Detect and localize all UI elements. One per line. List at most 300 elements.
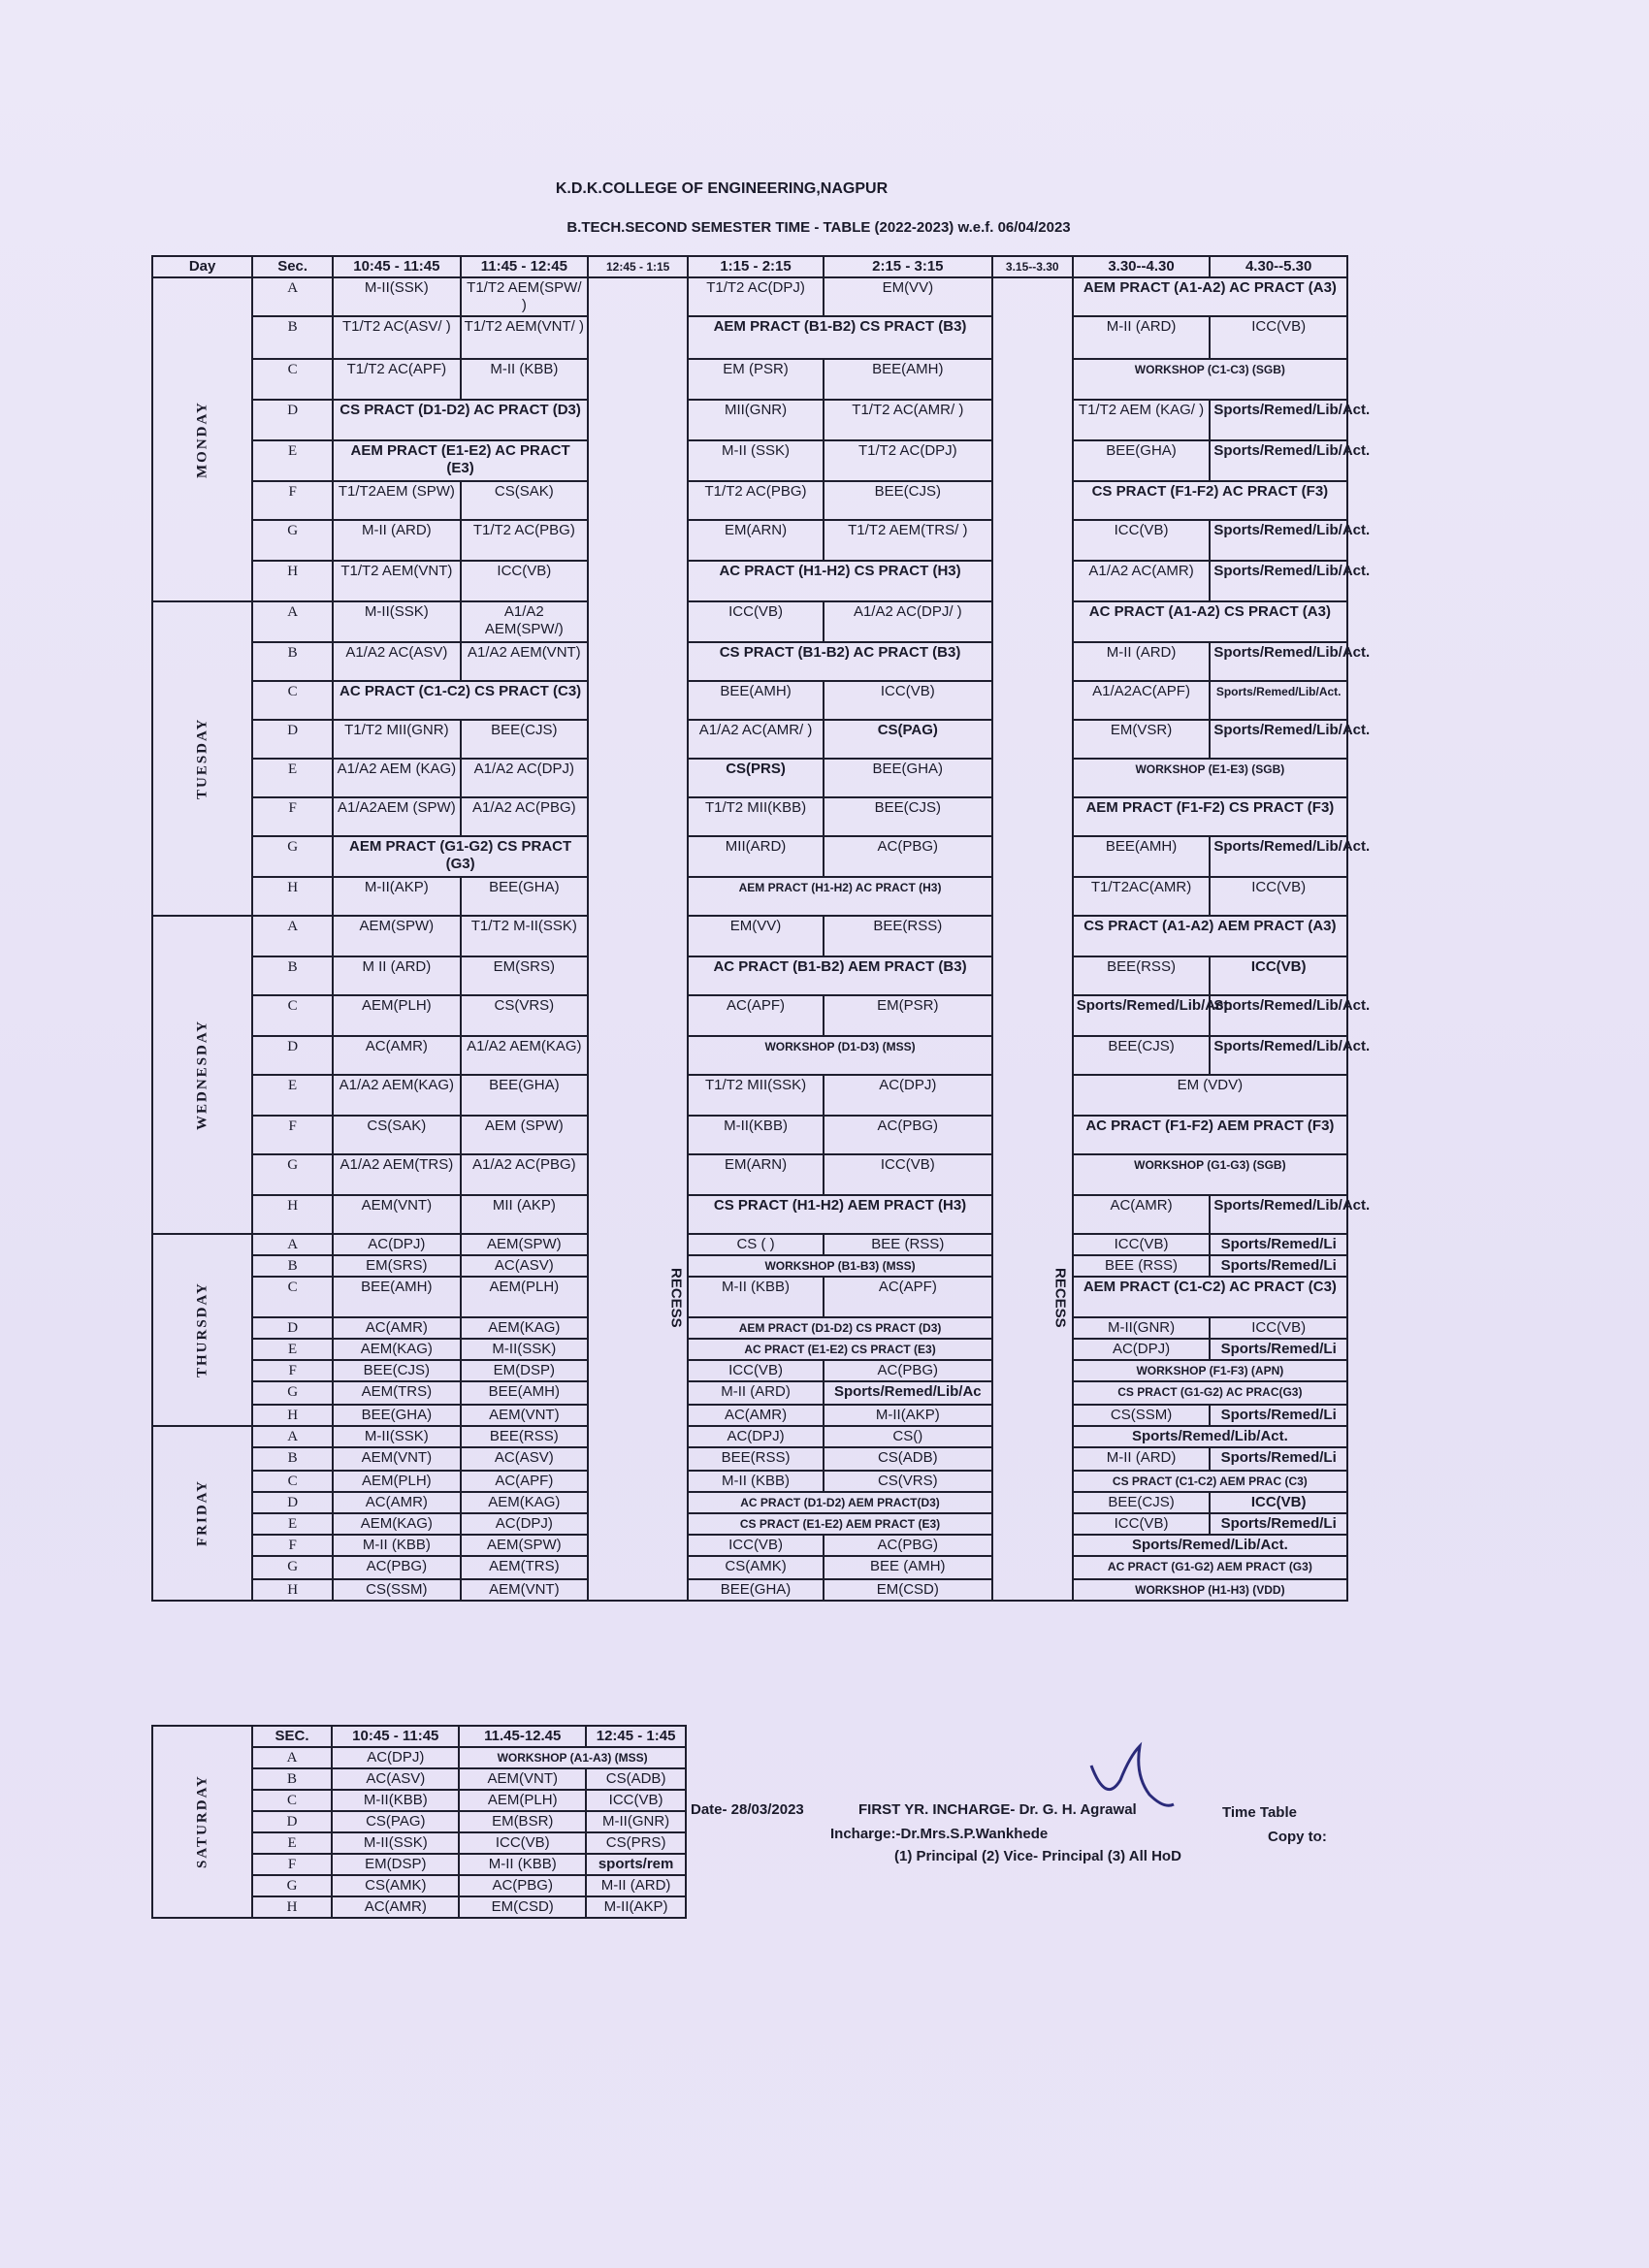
schedule-cell: WORKSHOP (A1-A3) (MSS) [459, 1747, 686, 1768]
schedule-cell: A1/A2 AC(ASV) [333, 642, 460, 681]
schedule-cell: AEM PRACT (H1-H2) AC PRACT (H3) [688, 877, 992, 916]
schedule-cell: AEM(KAG) [461, 1317, 588, 1339]
schedule-cell: A1/A2 AC(AMR) [1073, 561, 1211, 601]
column-header: Sec. [252, 256, 333, 277]
schedule-cell: ICC(VB) [461, 561, 588, 601]
schedule-cell: T1/T2 AC(AMR/ ) [824, 400, 992, 440]
schedule-cell: CS(VRS) [824, 1471, 992, 1492]
schedule-cell: WORKSHOP (C1-C3) (SGB) [1073, 359, 1347, 400]
schedule-cell: BEE(GHA) [333, 1405, 460, 1426]
schedule-cell: EM(VSR) [1073, 720, 1211, 759]
schedule-cell: AEM(VNT) [461, 1579, 588, 1601]
schedule-cell: AC(PBG) [824, 836, 992, 877]
schedule-cell: A1/A2 AEM(KAG) [461, 1036, 588, 1075]
schedule-cell: AEM(SPW) [333, 916, 460, 956]
schedule-cell: EM (VDV) [1073, 1075, 1347, 1116]
schedule-cell: AC(PBG) [333, 1556, 460, 1579]
schedule-cell: CS(PRS) [688, 759, 824, 797]
table-row [152, 877, 1347, 916]
schedule-cell: AEM PRACT (A1-A2) AC PRACT (A3) [1073, 277, 1347, 316]
schedule-cell: M-II (ARD) [1073, 316, 1211, 359]
section-cell: G [252, 1875, 333, 1896]
table-row [152, 1405, 1347, 1426]
section-cell: B [252, 1447, 333, 1471]
timetable-main [151, 255, 1371, 1602]
schedule-cell: CS PRACT (E1-E2) AEM PRACT (E3) [688, 1513, 992, 1535]
table-row [152, 1360, 1347, 1381]
schedule-cell: EM(SRS) [461, 956, 588, 995]
table-row [152, 277, 1347, 316]
schedule-cell: T1/T2 AEM(VNT/ ) [461, 316, 588, 359]
table-row [152, 1579, 1347, 1601]
schedule-cell: AC PRACT (F1-F2) AEM PRACT (F3) [1073, 1116, 1347, 1154]
schedule-cell: ICC(VB) [688, 1360, 824, 1381]
schedule-cell: CS PRACT (C1-C2) AEM PRAC (C3) [1073, 1471, 1347, 1492]
schedule-cell: BEE (RSS) [824, 1234, 992, 1255]
column-header: 12:45 - 1:15 [588, 256, 688, 277]
section-cell: F [252, 1854, 333, 1875]
schedule-cell: AEM PRACT (E1-E2) AC PRACT (E3) [333, 440, 588, 481]
column-header: 2:15 - 3:15 [824, 256, 992, 277]
schedule-cell: AEM(KAG) [333, 1513, 460, 1535]
table-row [152, 1154, 1347, 1195]
schedule-cell: MII(ARD) [688, 836, 824, 877]
schedule-cell: CS(SAK) [333, 1116, 460, 1154]
schedule-cell: AEM PRACT (D1-D2) CS PRACT (D3) [688, 1317, 992, 1339]
table-row [152, 1195, 1347, 1234]
schedule-cell: Sports/Remed/Lib/Act. [1210, 836, 1347, 877]
schedule-cell: Sports/Remed/Li [1210, 1255, 1347, 1277]
schedule-cell: Sports/Remed/Lib/Act. [1210, 995, 1347, 1036]
schedule-cell: AC PRACT (G1-G2) AEM PRACT (G3) [1073, 1556, 1347, 1579]
day-label: FRIDAY [152, 1426, 252, 1601]
schedule-cell: AC PRACT (A1-A2) CS PRACT (A3) [1073, 601, 1347, 642]
schedule-cell: CS ( ) [688, 1234, 824, 1255]
schedule-cell: EM(DSP) [332, 1854, 459, 1875]
schedule-cell: AC PRACT (H1-H2) CS PRACT (H3) [688, 561, 992, 601]
schedule-cell: AEM(TRS) [461, 1556, 588, 1579]
schedule-cell: CS PRACT (B1-B2) AC PRACT (B3) [688, 642, 992, 681]
schedule-cell: M II (ARD) [333, 956, 460, 995]
schedule-cell: ICC(VB) [1210, 877, 1347, 916]
schedule-cell: EM(PSR) [824, 995, 992, 1036]
schedule-cell: ICC(VB) [1210, 316, 1347, 359]
schedule-cell: T1/T2 MII(GNR) [333, 720, 460, 759]
schedule-cell: AEM(TRS) [333, 1381, 460, 1405]
schedule-cell: AC(AMR) [1073, 1195, 1211, 1234]
schedule-cell: BEE(RSS) [824, 916, 992, 956]
schedule-cell: AEM(SPW) [461, 1535, 588, 1556]
schedule-cell: M-II(SSK) [333, 1426, 460, 1447]
schedule-cell: A1/A2 AC(AMR/ ) [688, 720, 824, 759]
schedule-cell: M-II(AKP) [824, 1405, 992, 1426]
schedule-cell: Sports/Remed/Lib/Act. [1210, 561, 1347, 601]
schedule-cell: Sports/Remed/Lib/Act. [1210, 440, 1347, 481]
schedule-cell: M-II(GNR) [586, 1811, 686, 1832]
schedule-cell: M-II(SSK) [461, 1339, 588, 1360]
table-row [152, 956, 1347, 995]
schedule-cell: CS(ADB) [586, 1768, 686, 1790]
table-row [152, 1726, 686, 1747]
column-header: 10:45 - 11:45 [332, 1726, 459, 1747]
table-row [152, 1075, 1347, 1116]
schedule-cell: T1/T2 AEM(TRS/ ) [824, 520, 992, 561]
column-header: 4.30--5.30 [1210, 256, 1347, 277]
section-cell: F [252, 481, 333, 520]
schedule-cell: MII (AKP) [461, 1195, 588, 1234]
schedule-cell: T1/T2 AEM(VNT) [333, 561, 460, 601]
schedule-cell: EM (PSR) [688, 359, 824, 400]
schedule-cell: A1/A2AC(APF) [1073, 681, 1211, 720]
schedule-cell: ICC(VB) [688, 601, 824, 642]
schedule-cell: M-II (ARD) [688, 1381, 824, 1405]
schedule-cell: WORKSHOP (E1-E3) (SGB) [1073, 759, 1347, 797]
footer-copies: (1) Principal (2) Vice- Principal (3) All HoD [894, 1848, 1181, 1864]
schedule-cell: CS() [824, 1426, 992, 1447]
table-row [152, 400, 1347, 440]
schedule-cell: Sports/Remed/Lib/Act. [1073, 1535, 1347, 1556]
section-cell: C [252, 1471, 333, 1492]
section-cell: H [252, 1405, 333, 1426]
schedule-cell: EM(CSD) [459, 1896, 586, 1918]
schedule-cell: Sports/Remed/Lib/Act. [1210, 520, 1347, 561]
schedule-cell: M-II(SSK) [333, 601, 460, 642]
schedule-cell: EM(VV) [688, 916, 824, 956]
day-label: TUESDAY [152, 601, 252, 916]
section-cell: C [252, 681, 333, 720]
schedule-cell: Sports/Remed/Lib/Act. [1210, 642, 1347, 681]
schedule-cell: CS(PAG) [332, 1811, 459, 1832]
table-row [152, 759, 1347, 797]
section-cell: G [252, 1154, 333, 1195]
schedule-cell: M-II(KBB) [688, 1116, 824, 1154]
footer-incharge: FIRST YR. INCHARGE- Dr. G. H. Agrawal [858, 1801, 1137, 1818]
column-header: 11.45-12.45 [459, 1726, 586, 1747]
table-row [152, 1339, 1347, 1360]
schedule-cell: EM(ARN) [688, 520, 824, 561]
day-label: THURSDAY [152, 1234, 252, 1426]
schedule-cell: WORKSHOP (G1-G3) (SGB) [1073, 1154, 1347, 1195]
schedule-cell: AEM PRACT (C1-C2) AC PRACT (C3) [1073, 1277, 1347, 1317]
schedule-cell: AEM(PLH) [461, 1277, 588, 1317]
table-row [152, 916, 1347, 956]
section-cell: A [252, 1747, 333, 1768]
schedule-cell: Sports/Remed/Lib/Ac [824, 1381, 992, 1405]
schedule-cell: T1/T2 MII(KBB) [688, 797, 824, 836]
schedule-cell: AC(AMR) [688, 1405, 824, 1426]
schedule-cell: AEM(VNT) [459, 1768, 586, 1790]
schedule-cell: ICC(VB) [1073, 1234, 1211, 1255]
schedule-cell: BEE(GHA) [688, 1579, 824, 1601]
schedule-cell: T1/T2 AC(ASV/ ) [333, 316, 460, 359]
table-row [152, 1426, 1347, 1447]
table-row [152, 1277, 1347, 1317]
schedule-cell: ICC(VB) [1073, 1513, 1211, 1535]
footer-timetable: Time Table [1222, 1804, 1297, 1821]
schedule-cell: CS(AMK) [332, 1875, 459, 1896]
schedule-cell: ICC(VB) [824, 681, 992, 720]
section-cell: F [252, 1116, 333, 1154]
schedule-cell: M-II (KBB) [688, 1277, 824, 1317]
schedule-cell: AEM(PLH) [333, 995, 460, 1036]
column-header: 3.30--4.30 [1073, 256, 1211, 277]
schedule-cell: ICC(VB) [688, 1535, 824, 1556]
table-row [152, 1447, 1347, 1471]
section-cell: H [252, 1896, 333, 1918]
schedule-cell: A1/A2AEM (SPW) [333, 797, 460, 836]
schedule-cell: CS PRACT (H1-H2) AEM PRACT (H3) [688, 1195, 992, 1234]
section-cell: G [252, 1556, 333, 1579]
schedule-cell: AC PRACT (E1-E2) CS PRACT (E3) [688, 1339, 992, 1360]
schedule-cell: AC PRACT (B1-B2) AEM PRACT (B3) [688, 956, 992, 995]
schedule-cell: CS(SSM) [1073, 1405, 1211, 1426]
section-cell: B [252, 642, 333, 681]
table-row [152, 797, 1347, 836]
schedule-cell: CS(AMK) [688, 1556, 824, 1579]
section-cell: E [252, 759, 333, 797]
schedule-cell: EM(DSP) [461, 1360, 588, 1381]
section-cell: H [252, 1195, 333, 1234]
section-cell: D [252, 400, 333, 440]
recess-cell: RECESS [992, 277, 1073, 1601]
schedule-cell: AEM PRACT (F1-F2) CS PRACT (F3) [1073, 797, 1347, 836]
section-cell: D [252, 1492, 333, 1513]
schedule-cell: T1/T2 AEM (KAG/ ) [1073, 400, 1211, 440]
schedule-cell: M-II (ARD) [586, 1875, 686, 1896]
column-header: Day [152, 256, 252, 277]
schedule-cell: AEM(SPW) [461, 1234, 588, 1255]
schedule-cell: T1/T2AC(AMR) [1073, 877, 1211, 916]
schedule-cell: M-II (KBB) [688, 1471, 824, 1492]
schedule-cell: T1/T2 M-II(SSK) [461, 916, 588, 956]
section-cell: B [252, 1768, 333, 1790]
schedule-cell: CS(SAK) [461, 481, 588, 520]
schedule-cell: WORKSHOP (D1-D3) (MSS) [688, 1036, 992, 1075]
section-cell: B [252, 956, 333, 995]
table-row [152, 1317, 1347, 1339]
schedule-cell: A1/A2 AC(PBG) [461, 797, 588, 836]
schedule-cell: BEE (AMH) [824, 1556, 992, 1579]
section-cell: G [252, 836, 333, 877]
timetable-saturday [151, 1725, 687, 1919]
section-cell: A [252, 916, 333, 956]
column-header: SEC. [252, 1726, 333, 1747]
section-cell: D [252, 720, 333, 759]
schedule-cell: T1/T2 AC(DPJ) [824, 440, 992, 481]
schedule-cell: Sports/Remed/Lib/Act. [1210, 720, 1347, 759]
schedule-cell: BEE (RSS) [1073, 1255, 1211, 1277]
table-row [152, 1381, 1347, 1405]
schedule-cell: EM(SRS) [333, 1255, 460, 1277]
schedule-cell: BEE(CJS) [1073, 1036, 1211, 1075]
schedule-cell: AC(DPJ) [824, 1075, 992, 1116]
schedule-cell: BEE(CJS) [333, 1360, 460, 1381]
schedule-cell: A1/A2 AEM(TRS) [333, 1154, 460, 1195]
schedule-cell: Sports/Remed/Lib/Act. [1073, 995, 1211, 1036]
schedule-cell: M-II(AKP) [586, 1896, 686, 1918]
schedule-cell: Sports/Remed/Li [1210, 1339, 1347, 1360]
section-cell: F [252, 1535, 333, 1556]
section-cell: H [252, 1579, 333, 1601]
schedule-cell: AC(AMR) [333, 1492, 460, 1513]
column-header: 11:45 - 12:45 [461, 256, 588, 277]
schedule-cell: AEM PRACT (G1-G2) CS PRACT (G3) [333, 836, 588, 877]
section-cell: B [252, 316, 333, 359]
footer-incharge2: Incharge:-Dr.Mrs.S.P.Wankhede [830, 1826, 1049, 1842]
table-row [152, 836, 1347, 877]
schedule-cell: AC(APF) [461, 1471, 588, 1492]
schedule-cell: BEE(GHA) [461, 877, 588, 916]
schedule-cell: M-II(KBB) [332, 1790, 459, 1811]
schedule-cell: AEM(KAG) [461, 1492, 588, 1513]
table-row [152, 520, 1347, 561]
schedule-cell: ICC(VB) [1210, 1317, 1347, 1339]
section-cell: F [252, 797, 333, 836]
schedule-cell: T1/T2 AC(APF) [333, 359, 460, 400]
table-row [152, 720, 1347, 759]
schedule-cell: WORKSHOP (B1-B3) (MSS) [688, 1255, 992, 1277]
schedule-cell: M-II(SSK) [332, 1832, 459, 1854]
schedule-cell: MII(GNR) [688, 400, 824, 440]
recess-cell: RECESS [588, 277, 688, 1601]
schedule-cell: BEE(AMH) [333, 1277, 460, 1317]
schedule-cell: AC(ASV) [461, 1447, 588, 1471]
schedule-cell: AC(APF) [824, 1277, 992, 1317]
schedule-cell: EM(ARN) [688, 1154, 824, 1195]
schedule-cell: BEE(GHA) [824, 759, 992, 797]
schedule-cell: M-II (KBB) [459, 1854, 586, 1875]
schedule-cell: T1/T2 AEM(SPW/ ) [461, 277, 588, 316]
schedule-cell: AC(PBG) [824, 1535, 992, 1556]
column-header: 1:15 - 2:15 [688, 256, 824, 277]
schedule-cell: AC(APF) [688, 995, 824, 1036]
schedule-cell: ICC(VB) [459, 1832, 586, 1854]
schedule-cell: AEM(PLH) [459, 1790, 586, 1811]
schedule-cell: CS(VRS) [461, 995, 588, 1036]
section-cell: C [252, 359, 333, 400]
schedule-cell: A1/A2 AEM(SPW/) [461, 601, 588, 642]
table-row [152, 1255, 1347, 1277]
table-row [152, 1535, 1347, 1556]
schedule-cell: AC PRACT (C1-C2) CS PRACT (C3) [333, 681, 588, 720]
section-cell: B [252, 1255, 333, 1277]
table-row [152, 316, 1347, 359]
schedule-cell: BEE(RSS) [1073, 956, 1211, 995]
schedule-cell: M-II(SSK) [333, 277, 460, 316]
schedule-cell: AC PRACT (D1-D2) AEM PRACT(D3) [688, 1492, 992, 1513]
table-row [152, 561, 1347, 601]
section-cell: E [252, 1832, 333, 1854]
schedule-cell: AC(DPJ) [1073, 1339, 1211, 1360]
section-cell: A [252, 1234, 333, 1255]
table-row [152, 681, 1347, 720]
schedule-cell: CS(PAG) [824, 720, 992, 759]
schedule-cell: CS(SSM) [333, 1579, 460, 1601]
table-row [152, 995, 1347, 1036]
schedule-cell: AC(PBG) [824, 1360, 992, 1381]
schedule-cell: WORKSHOP (H1-H3) (VDD) [1073, 1579, 1347, 1601]
section-cell: A [252, 601, 333, 642]
table-row [152, 1116, 1347, 1154]
schedule-cell: BEE(AMH) [688, 681, 824, 720]
schedule-cell: Sports/Remed/Li [1210, 1405, 1347, 1426]
schedule-cell: Sports/Remed/Lib/Act. [1210, 1195, 1347, 1234]
schedule-cell: AC(ASV) [332, 1768, 459, 1790]
section-cell: H [252, 561, 333, 601]
schedule-cell: M-II (ARD) [1073, 642, 1211, 681]
schedule-cell: AC(DPJ) [688, 1426, 824, 1447]
schedule-cell: M-II (KBB) [461, 359, 588, 400]
schedule-cell: AEM(VNT) [461, 1405, 588, 1426]
column-header: 12:45 - 1:45 [586, 1726, 686, 1747]
schedule-cell: Sports/Remed/Li [1210, 1447, 1347, 1471]
schedule-cell: AC(AMR) [333, 1036, 460, 1075]
timetable-subtitle: B.TECH.SECOND SEMESTER TIME - TABLE (2022-2023) w.e.f. 06/04/2023 [566, 219, 1071, 236]
schedule-cell: T1/T2 AC(DPJ) [688, 277, 824, 316]
schedule-cell: BEE(AMH) [461, 1381, 588, 1405]
table-row [152, 601, 1347, 642]
schedule-cell: M-II(AKP) [333, 877, 460, 916]
schedule-cell: CS(PRS) [586, 1832, 686, 1854]
schedule-cell: AEM PRACT (B1-B2) CS PRACT (B3) [688, 316, 992, 359]
schedule-cell: A1/A2 AEM(KAG) [333, 1075, 460, 1116]
college-name: K.D.K.COLLEGE OF ENGINEERING,NAGPUR [555, 180, 889, 197]
schedule-cell: AC(ASV) [461, 1255, 588, 1277]
schedule-cell: EM(VV) [824, 277, 992, 316]
schedule-cell: T1/T2 MII(SSK) [688, 1075, 824, 1116]
schedule-cell: ICC(VB) [586, 1790, 686, 1811]
schedule-cell: Sports/Remed/Lib/Act. [1210, 400, 1347, 440]
schedule-cell: AC(AMR) [332, 1896, 459, 1918]
schedule-cell: AEM(VNT) [333, 1447, 460, 1471]
schedule-cell: CS(ADB) [824, 1447, 992, 1471]
schedule-cell: A1/A2 AC(PBG) [461, 1154, 588, 1195]
schedule-cell: BEE(GHA) [1073, 440, 1211, 481]
schedule-cell: AC(DPJ) [461, 1513, 588, 1535]
section-cell: A [252, 277, 333, 316]
schedule-cell: BEE(AMH) [824, 359, 992, 400]
day-label: MONDAY [152, 277, 252, 601]
table-row [152, 1556, 1347, 1579]
schedule-cell: AC(AMR) [333, 1317, 460, 1339]
section-cell: D [252, 1811, 333, 1832]
section-cell: E [252, 1339, 333, 1360]
column-header: 10:45 - 11:45 [333, 256, 460, 277]
section-cell: E [252, 440, 333, 481]
table-row [152, 1492, 1347, 1513]
schedule-cell: Sports/Remed/Lib/Act. [1073, 1426, 1347, 1447]
schedule-cell: Sports/Remed/Lib/Act. [1210, 1036, 1347, 1075]
schedule-cell: M-II (KBB) [333, 1535, 460, 1556]
section-cell: C [252, 1790, 333, 1811]
table-row [152, 481, 1347, 520]
table-row [152, 1234, 1347, 1255]
schedule-cell: AC(PBG) [459, 1875, 586, 1896]
schedule-cell: ICC(VB) [1073, 520, 1211, 561]
schedule-cell: M-II (SSK) [688, 440, 824, 481]
section-cell: D [252, 1317, 333, 1339]
table-row [152, 1471, 1347, 1492]
table-row [152, 440, 1347, 481]
section-cell: C [252, 1277, 333, 1317]
schedule-cell: ICC(VB) [824, 1154, 992, 1195]
schedule-cell: BEE(AMH) [1073, 836, 1211, 877]
schedule-cell: BEE(CJS) [824, 481, 992, 520]
section-cell: G [252, 520, 333, 561]
schedule-cell: CS PRACT (D1-D2) AC PRACT (D3) [333, 400, 588, 440]
schedule-cell: BEE(RSS) [688, 1447, 824, 1471]
schedule-cell: Sports/Remed/Li [1210, 1513, 1347, 1535]
